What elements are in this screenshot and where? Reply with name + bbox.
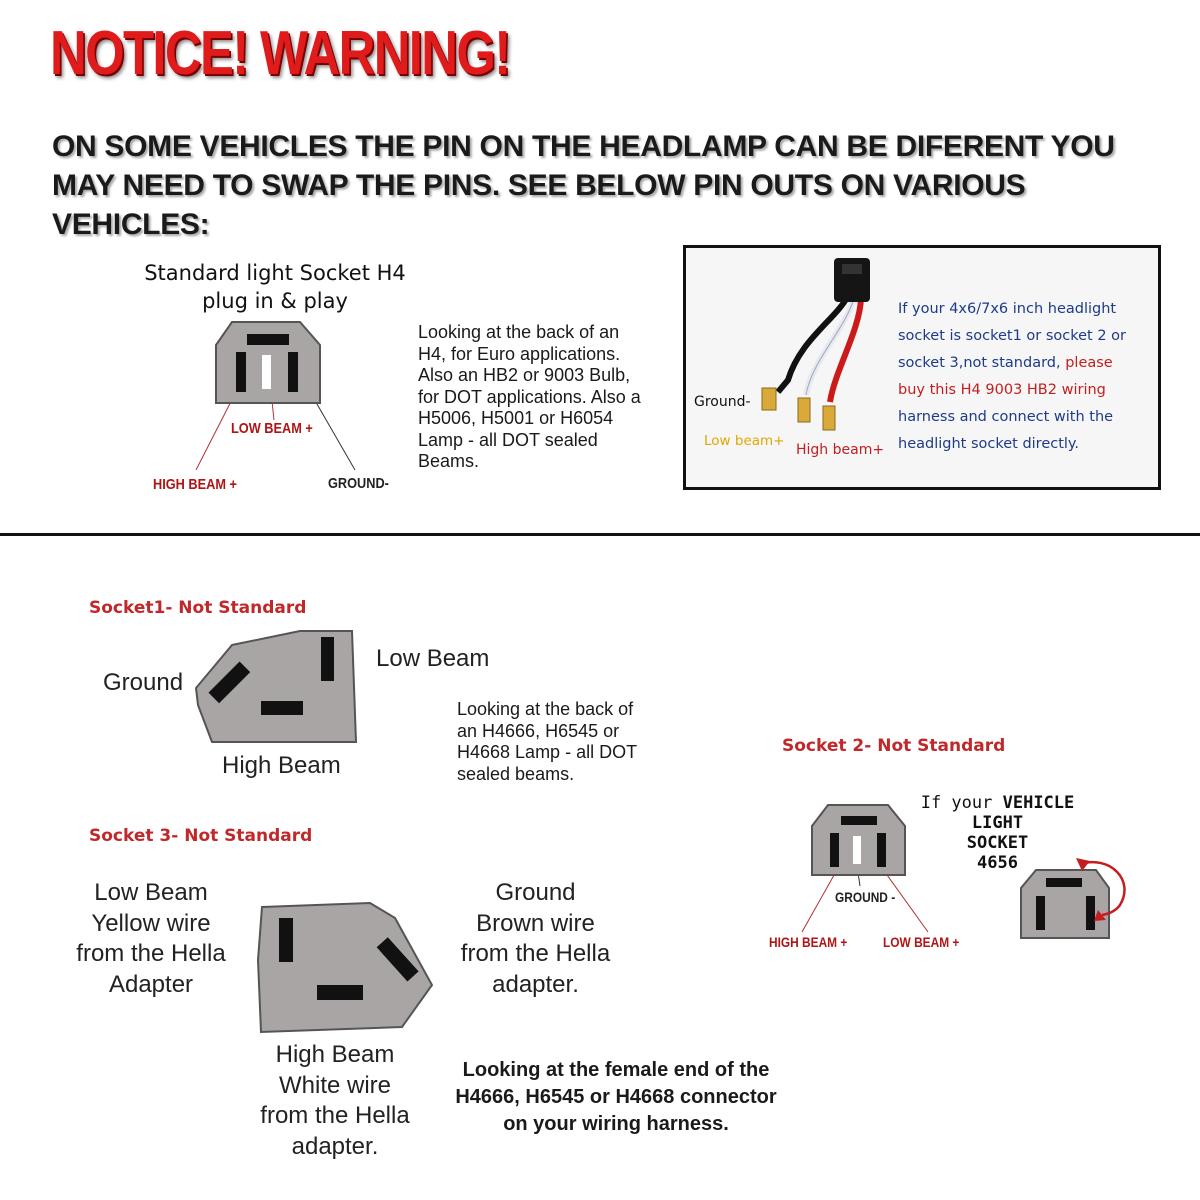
socket2-vehicle-prefix: If your [920,793,1003,813]
socket2-pin-top [841,816,877,825]
socket3-ground-label: Ground Brown wire from the Hella adapter. [460,879,611,998]
socket2-vehicle-text: VEHICLE LIGHT SOCKET 4656 [966,793,1075,873]
socket2-pin-left [830,833,839,867]
harness-ground-label: Ground- [694,394,751,410]
socket2-swapped-pin-right [1086,896,1095,930]
socket3-heading: Socket 3- Not Standard [89,826,313,846]
socket1-description: Looking at the back of an H4666, H6545 or H4668 Lamp - all DOT sealed beams. [457,699,638,784]
harness-line4: buy this H4 9003 HB2 wiring [898,382,1106,398]
standard-heading-line2: plug in & play [202,289,348,313]
socket3-high-beam-label: High Beam White wire from the Hella adapter. [260,1041,410,1160]
harness-line1: If your 4x6/7x6 inch headlight [898,301,1117,317]
harness-line3: socket 3,not standard, please [898,355,1113,371]
socket1-high-beam-label: High Beam [222,752,341,779]
standard-description: Looking at the back of an H4, for Euro applications. Also an HB2 or 9003 Bulb, for DOT applications. Also a H5006, H5001 or H6054 Lamp - all DOT sealed Beams. [418,322,641,471]
socket1-ground-label: Ground [103,669,184,696]
harness-line6: headlight socket directly. [898,436,1080,452]
harness-high-beam-label: High beam+ [796,442,885,458]
socket2-slot-gap [853,836,861,864]
socket2-ground-label: GROUND - [835,889,896,905]
socket2-high-beam-label: HIGH BEAM + [769,934,848,950]
socket2-swapped-pin-left [1036,896,1045,930]
warning-text: ON SOME VEHICLES THE PIN ON THE HEADLAMP CAN BE DIFERENT YOU MAY NEED TO SWAP THE PINS. SEE BELOW PIN OUTS ON VARIOUS VEHICLES: [52,130,1115,241]
socket3-female-description: Looking at the female end of the H4666, H6545 or H4668 connector on your wiring harness. [455,1059,777,1135]
socket2-high-beam-leader [802,868,838,932]
socket2-pin-right [877,833,886,867]
socket1-low-beam-label: Low Beam [376,645,490,672]
standard-high-beam-label: HIGH BEAM + [153,476,237,493]
notice-warning-title: NOTICE! WARNING! [50,19,510,88]
standard-ground-label: GROUND- [328,475,389,492]
harness-line5: harness and connect with the [898,409,1114,425]
standard-low-beam-label: LOW BEAM + [231,420,313,437]
socket2-heading: Socket 2- Not Standard [782,736,1006,756]
harness-line2: socket is socket1 or socket 2 or [898,328,1127,344]
socket1-heading: Socket1- Not Standard [89,598,307,618]
socket2-swapped-pin-top [1046,878,1082,887]
socket3-low-beam-label: Low Beam Yellow wire from the Hella Adapter [76,879,226,998]
harness-low-beam-label: Low beam+ [704,433,785,449]
socket2-low-beam-label: LOW BEAM + [883,934,960,950]
standard-heading-line1: Standard light Socket H4 [144,261,406,285]
